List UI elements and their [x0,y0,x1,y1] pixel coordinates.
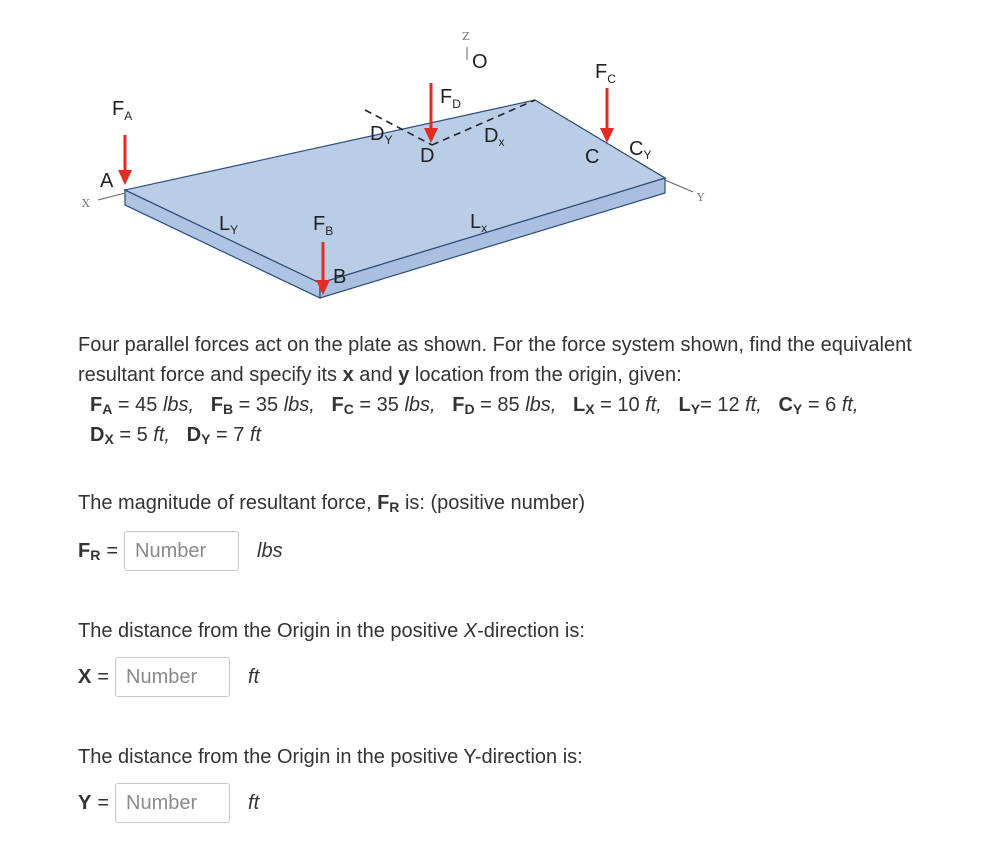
answer-row-y [78,783,259,823]
given-fa: $F_A = 45$ lbs, [90,394,195,417]
y-label: Y [78,791,92,814]
given-fb: $F_B = 35$ lbs, [210,394,315,417]
fr-equals: = [106,539,119,562]
given-fd: $F_D = 85$ lbs, [452,394,557,417]
question-y-distance: The distance from the Origin in the positive Y-direction is: [78,746,583,768]
given-dy: $D_Y = 7$ ft [186,424,262,447]
force-a-label: $F_A$ [112,98,133,123]
given-ly: $L_Y= 12$ ft, [678,394,762,417]
y-axis-line [665,180,693,192]
plate-force-diagram [0,0,1006,320]
x-axis-line [98,193,125,200]
given-dx: $D_X = 5$ ft, [90,424,170,447]
question-resultant-force: The magnitude of resultant force, $F_R$ is: (positive number) [78,492,586,515]
y-unit: ft [248,791,260,814]
fr-unit: lbs [257,539,283,562]
force-c-label: $F_C$ [595,61,616,86]
point-d-label: D [420,145,435,167]
problem-text: Four parallel forces act on the plate as shown. For the force system shown, find the equivalent resultant force and specify its x and y location from the origin, given: [78,334,912,386]
x-axis-label: X [82,197,90,210]
dim-dx-label: $D_x$ [484,125,505,149]
force-b-label: $F_B$ [313,213,334,238]
plate-top-face [125,100,665,283]
force-a-arrow-head [118,170,132,185]
fr-number-input[interactable] [124,531,239,571]
fr-label: $F_R$ [78,539,101,563]
given-lx: $L_X = 10$ ft, [573,394,662,417]
origin-label: O [472,51,488,73]
problem-statement [78,330,978,450]
x-number-input[interactable] [115,657,230,697]
answer-row-x [78,657,259,697]
y-equals: = [97,791,110,814]
given-cy: $C_Y = 6$ ft, [778,394,859,417]
dim-dy-label: $D_Y$ [370,123,393,147]
given-fc: $F_C = 35$ lbs, [331,394,436,417]
x-unit: ft [248,665,260,688]
y-axis-label: Y [697,191,705,204]
x-equals: = [97,665,110,688]
question-x-distance: The distance from the Origin in the positive X-direction is: [78,620,585,642]
y-number-input[interactable] [115,783,230,823]
dim-ly-label: $L_Y$ [219,213,239,237]
point-a-label: A [100,170,114,192]
answer-row-fr [78,531,283,571]
point-b-label: B [333,266,347,288]
force-d-label: $F_D$ [440,86,461,111]
given-values [78,390,978,450]
point-c-label: C [585,146,600,168]
dim-lx-label: $L_x$ [470,211,488,235]
x-label: X [78,665,92,688]
z-axis-label: Z [462,30,470,43]
dim-cy-label: $C_Y$ [629,138,652,162]
